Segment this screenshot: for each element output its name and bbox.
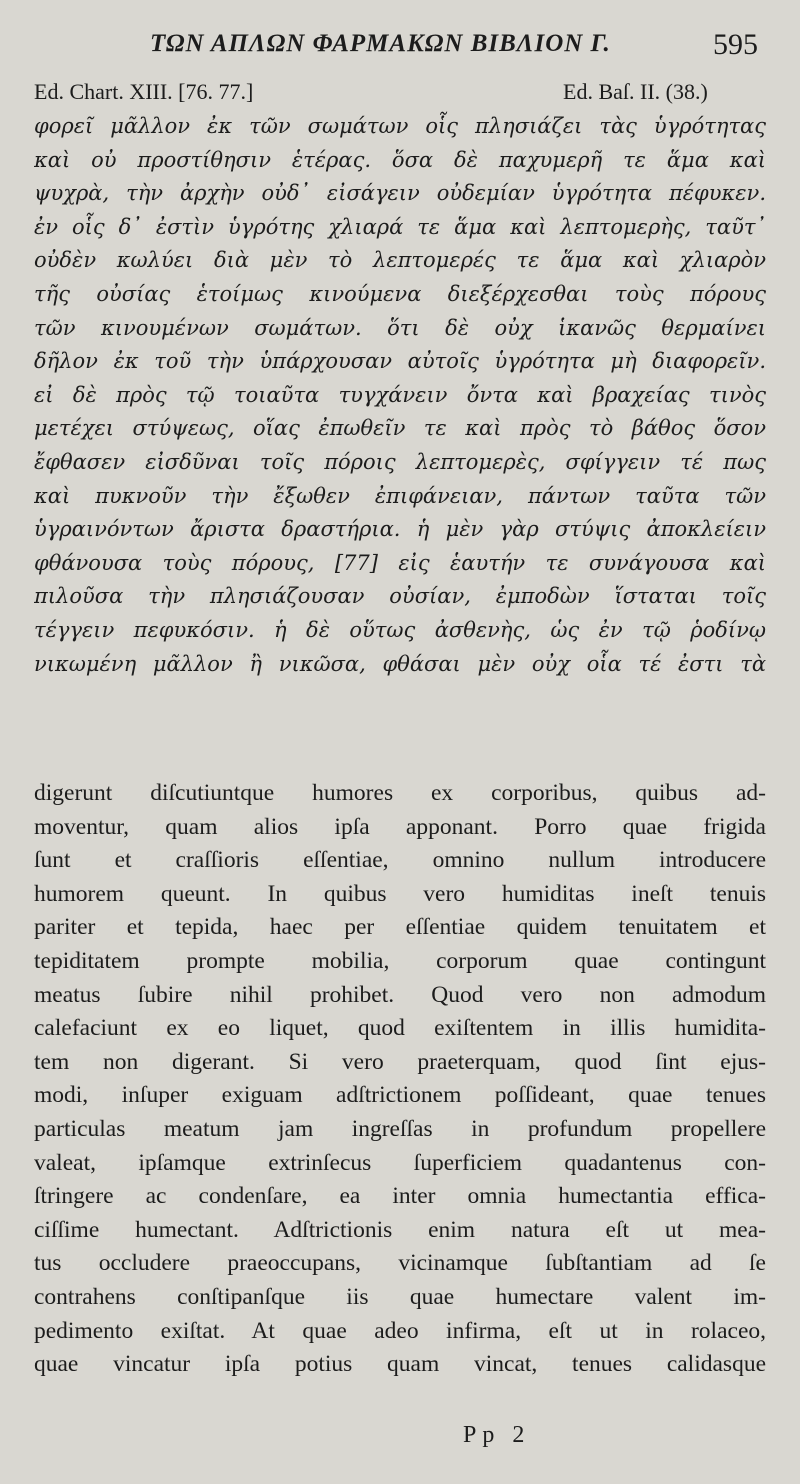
latin-text-line: calefaciunt ex eo liquet, quod exiſtentem in illis humidita- — [34, 1015, 766, 1042]
greek-text-line: τῶν κινουμένων σωμάτων. ὅτι δὲ οὐχ ἱκανῶς θερμαίνει — [34, 315, 766, 340]
latin-text-line: pedimento exiſtat. At quae adeo infirma, eſt ut in rolaceo, — [34, 1317, 766, 1344]
greek-text-line: καὶ οὐ προστίθησιν ἑτέρας. ὅσα δὲ παχυμερῆ τε ἅμα καὶ — [34, 147, 766, 172]
greek-text-line: ἐν οἷς δ᾽ ἐστὶν ὑγρότης χλιαρά τε ἅμα καὶ λεπτομερὴς, ταῦτ᾽ — [34, 214, 766, 239]
greek-text-line: μετέχει στύψεως, οἵας ἐπωθεῖν τε καὶ πρὸς τὸ βάθος ὅσον — [34, 416, 766, 441]
latin-text-line: quae vincatur ipſa potius quam vincat, tenues calidasque — [34, 1351, 766, 1378]
latin-text-line: particulas meatum jam ingreſſas in profundum propellere — [34, 1115, 766, 1142]
latin-text-line: digerunt diſcutiuntque humores ex corporibus, quibus ad- — [34, 780, 766, 806]
greek-text-line: ψυχρὰ, τὴν ἀρχὴν οὐδ᾽ εἰσάγειν οὐδεμίαν ὑγρότητα πέφυκεν. — [34, 181, 766, 206]
latin-text-block — [34, 777, 766, 1382]
greek-text-block — [34, 110, 766, 681]
edition-reference-chart: Ed. Chart. XIII. [76. 77.] — [34, 79, 254, 104]
latin-text-line: tepiditatem prompte mobilia, corporum quae contingunt — [34, 947, 766, 974]
latin-text-line: ſtringere ac condenſare, ea inter omnia humectantia effica- — [34, 1183, 766, 1210]
greek-text-line: καὶ πυκνοῦν τὴν ἔξωθεν ἐπιφάνειαν, πάντων ταῦτα τῶν — [34, 483, 766, 508]
latin-text-line: ciſſime humectant. Adſtrictionis enim natura eſt ut mea- — [34, 1216, 766, 1243]
latin-text-line: moventur, quam alios ipſa apponant. Porro quae frigida — [34, 813, 766, 840]
latin-text-line: meatus ſubire nihil prohibet. Quod vero non admodum — [34, 981, 766, 1008]
greek-text-line: φορεῖ μᾶλλον ἐκ τῶν σωμάτων οἷς πλησιάζει τὰς ὑγρότητας — [34, 114, 766, 138]
latin-text-line: contrahens conſtipanſque iis quae humectare valent im- — [34, 1283, 766, 1310]
printer-signature: Pp 2 — [463, 1422, 531, 1448]
greek-text-line: οὐδὲν κωλύει διὰ μὲν τὸ λεπτομερές τε ἅμα καὶ χλιαρὸν — [34, 248, 766, 273]
latin-text-line: humorem queunt. In quibus vero humiditas ineſt tenuis — [34, 880, 766, 907]
latin-text-line: pariter et tepida, haec per eſſentiae quidem tenuitatem et — [34, 914, 766, 941]
latin-text-line: tus occludere praeoccupans, vicinamque ſubſtantiam ad ſe — [34, 1250, 766, 1277]
latin-text-line: ſunt et craſſioris eſſentiae, omnino nullum introducere — [34, 847, 766, 874]
greek-text-line: φθάνουσα τοὺς πόρους, [77] εἰς ἑαυτήν τε συνάγουσα καὶ — [34, 550, 766, 575]
greek-text-line: νικωμένη μᾶλλον ἢ νικῶσα, φθάσαι μὲν οὐχ οἷα τέ ἐστι τὰ — [34, 651, 766, 676]
greek-text-line: ἔφθασεν εἰσδῦναι τοῖς πόροις λεπτομερὲς, σφίγγειν τέ πως — [34, 449, 766, 474]
greek-text-line: πιλοῦσα τὴν πλησιάζουσαν οὐσίαν, ἐμποδὼν ἵσταται τοῖς — [34, 584, 766, 609]
latin-text-line: modi, inſuper exiguam adſtrictionem poſſideant, quae tenues — [34, 1082, 766, 1109]
latin-text-line: tem non digerant. Si vero praeterquam, quod ſint ejus- — [34, 1048, 766, 1075]
greek-text-line: δῆλον ἐκ τοῦ τὴν ὑπάρχουσαν αὐτοῖς ὑγρότητα μὴ διαφορεῖν. — [34, 349, 766, 374]
greek-text-line: εἰ δὲ πρὸς τῷ τοιαῦτα τυγχάνειν ὄντα καὶ βραχείας τινὸς — [34, 382, 766, 407]
running-head: ΤΩΝ ΑΠΛΩΝ ΦΑΡΜΑΚΩΝ ΒΙΒΛΙΟΝ Γ. — [150, 30, 611, 57]
greek-text-line: ὑγραινόντων ἄριστα δραστήρια. ἡ μὲν γὰρ στύψις ἀποκλείειν — [34, 517, 766, 542]
page-number: 595 — [713, 28, 758, 61]
latin-text-line: valeat, ipſamque extrinſecus ſuperficiem quadantenus con- — [34, 1149, 766, 1176]
greek-text-line: τέγγειν πεφυκόσιν. ἡ δὲ οὕτως ἀσθενὴς, ὡς ἐν τῷ ῥοδίνῳ — [34, 617, 766, 642]
edition-reference-basel: Ed. Baſ. II. (38.) — [563, 79, 708, 104]
greek-text-line: τῆς οὐσίας ἑτοίμως κινούμενα διεξέρχεσθαι τοὺς πόρους — [34, 281, 766, 306]
